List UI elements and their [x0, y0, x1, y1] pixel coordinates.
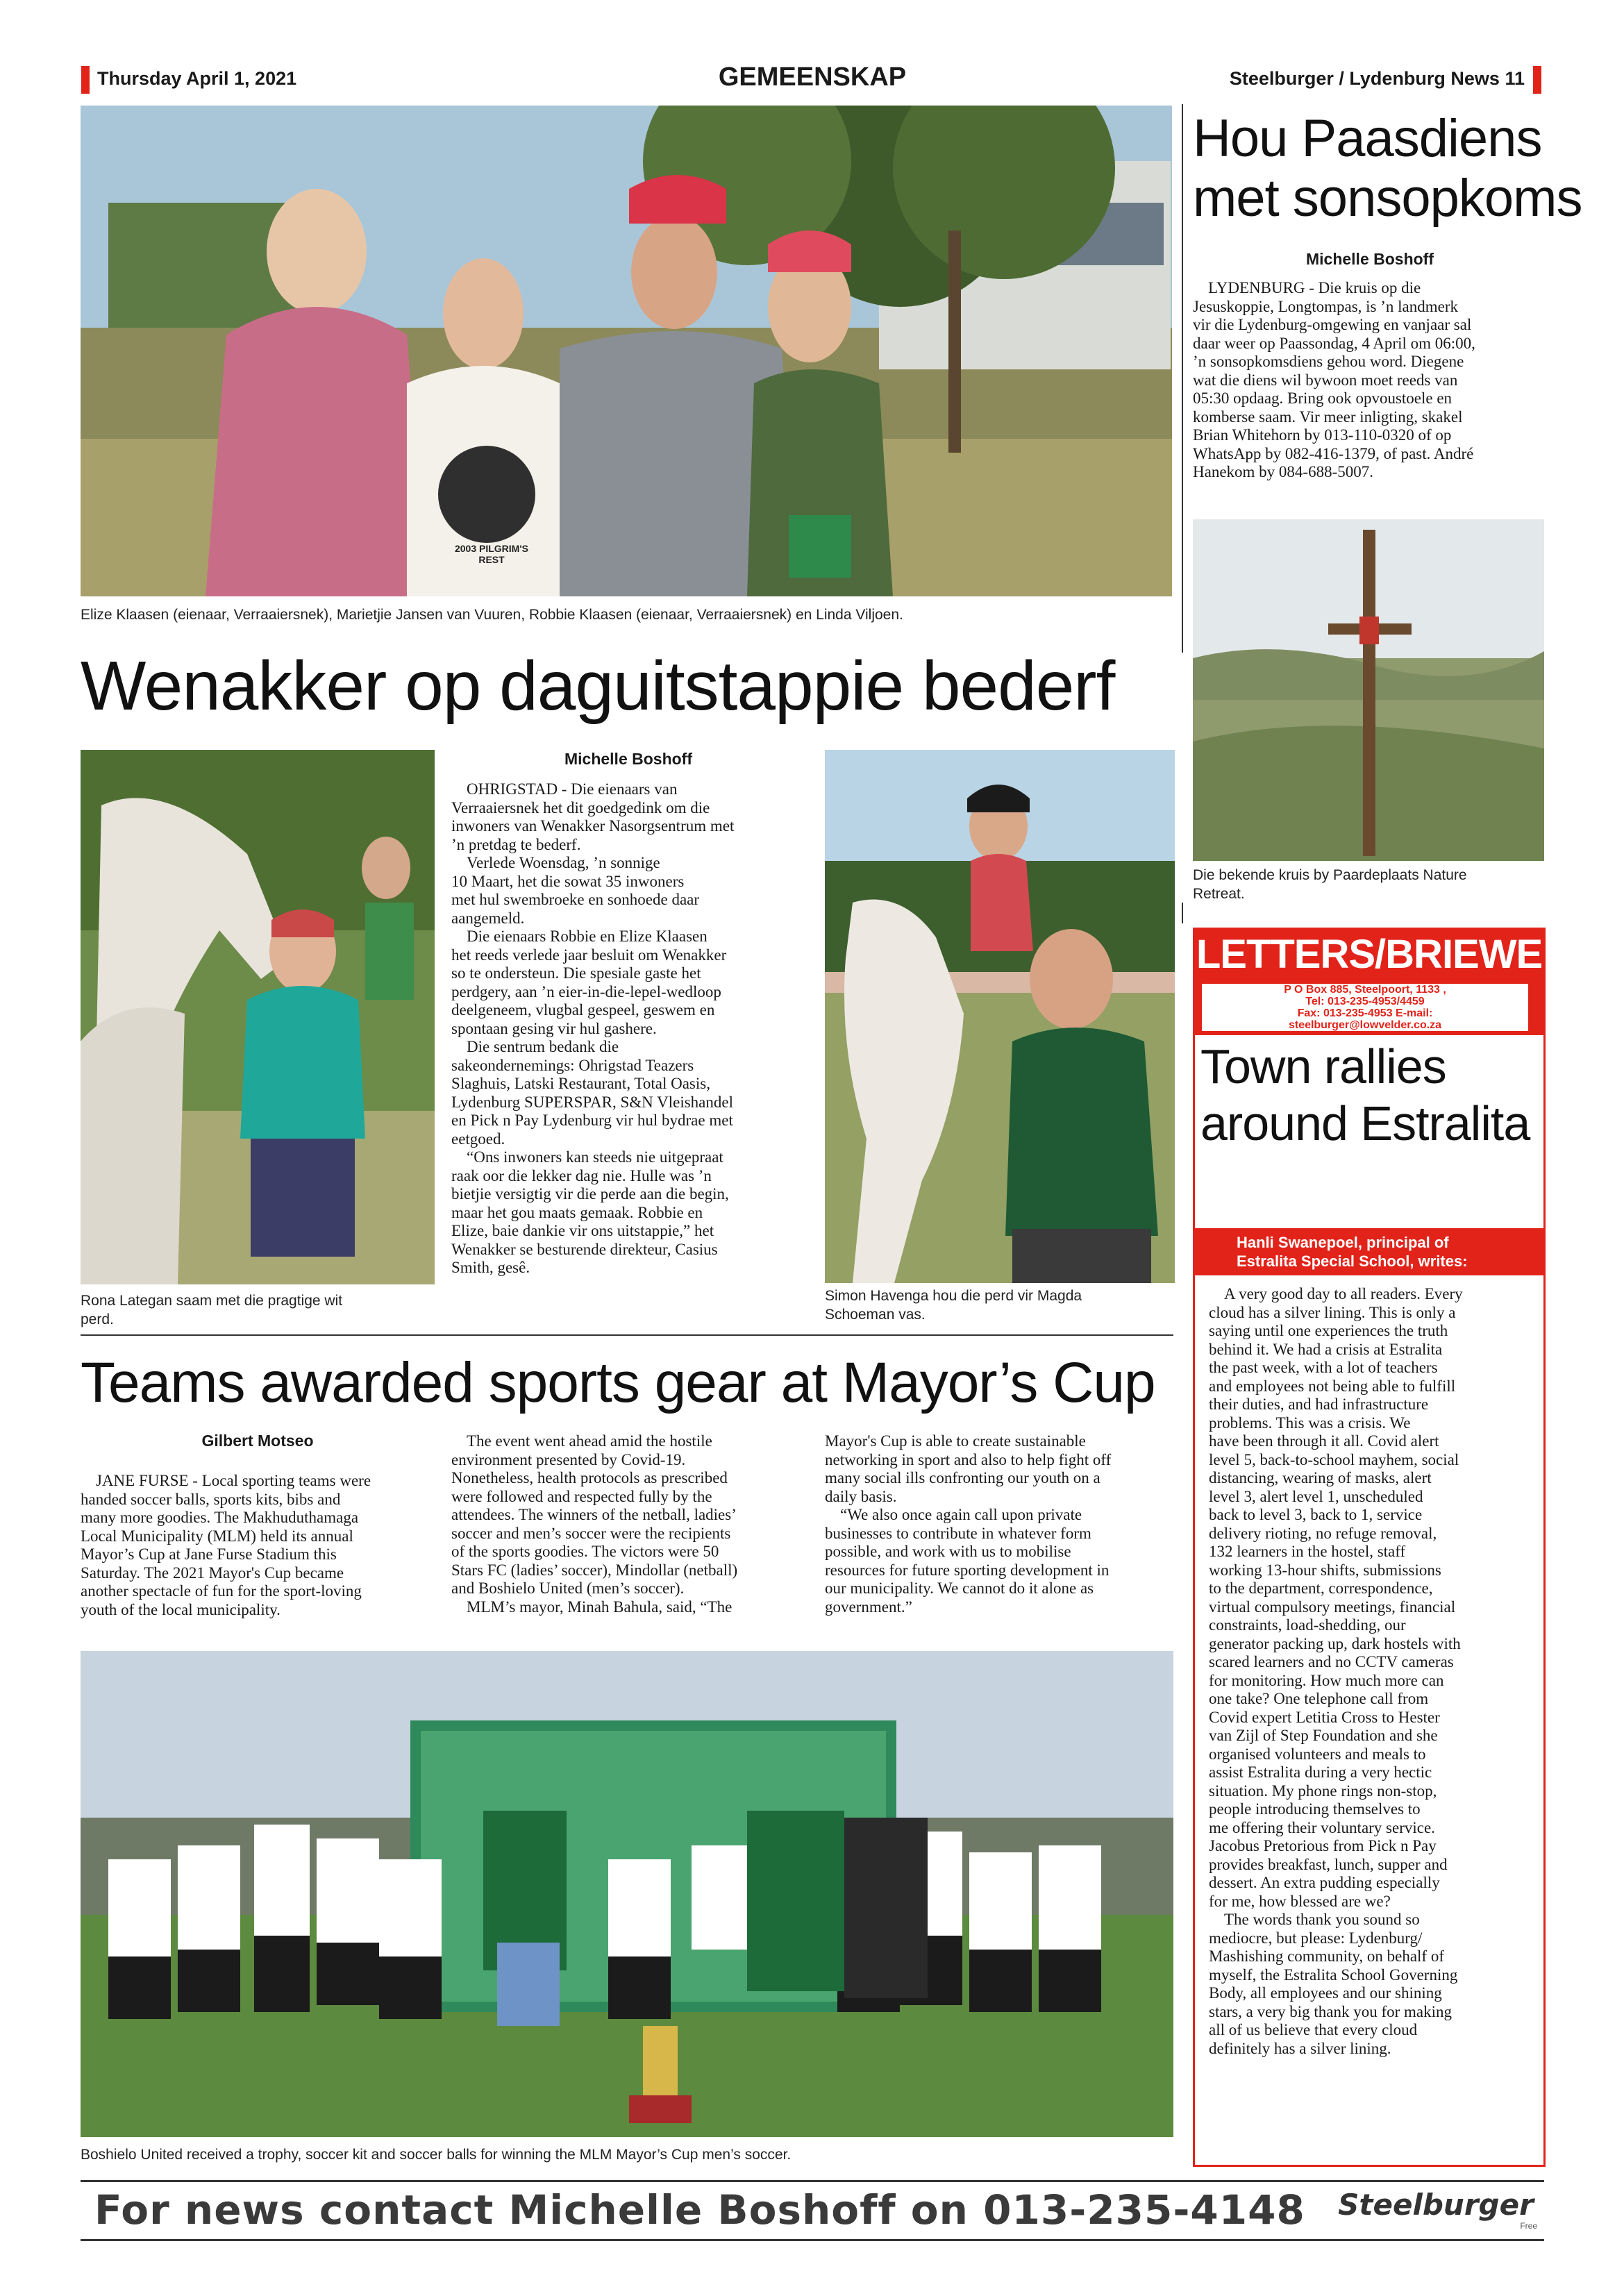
- section-title: GEMEENSKAP: [718, 62, 907, 92]
- text-line: van Zijl of Step Foundation and she: [1209, 1727, 1438, 1744]
- text-line: ’n pretdag te bederf.: [451, 835, 581, 853]
- text-line: assist Estralita during a very hectic: [1209, 1763, 1432, 1781]
- contact-line: Fax: 013-235-4953 E-mail:: [1297, 1007, 1433, 1019]
- easter-article-body: [1193, 279, 1547, 482]
- text-line: possible, and work with us to mobilise: [825, 1543, 1071, 1560]
- text-line: Nonetheless, health protocols as prescribed: [451, 1469, 728, 1486]
- text-line: Jesuskoppie, Longtompas, is ’n landmerk: [1193, 297, 1459, 315]
- letter-byline-2: Estralita Special School, writes:: [1237, 1252, 1468, 1270]
- team-photo-caption: Boshielo United received a trophy, soccer kit and soccer balls for winning the MLM Mayor’s Cup men’s soccer.: [81, 2147, 792, 2163]
- mayors-cup-byline: Gilbert Motseo: [201, 1432, 314, 1450]
- text-line: Mashishing community, on behalf of: [1209, 1947, 1444, 1965]
- horse-photo-right: [825, 750, 1175, 1283]
- text-line: Local Municipality (MLM) held its annual: [81, 1527, 353, 1545]
- text-line: the past week, with a lot of teachers: [1209, 1359, 1438, 1376]
- text-line: Slaghuis, Latski Restaurant, Total Oasis,: [451, 1075, 710, 1092]
- logo-wordmark: Steelburger: [1338, 2188, 1534, 2222]
- logo-subline: Free: [1520, 2221, 1537, 2231]
- text-line: raak oor die lekker dag nie. Hulle was ’n: [451, 1166, 712, 1184]
- text-line: inwoners van Wenakker Nasorgsentrum met: [451, 817, 735, 835]
- letter-headline-2: around Estralita: [1200, 1096, 1530, 1150]
- text-line: delivery rioting, no refuge removal,: [1209, 1524, 1437, 1542]
- wenakker-headline: Wenakker op daguitstappie bederf: [81, 647, 1115, 725]
- text-line: wat die diens wil bywoon moet reeds van: [1193, 371, 1458, 389]
- text-line: Saturday. The 2021 Mayor's Cup became: [81, 1564, 344, 1582]
- cross-caption-1: Die bekende kruis by Paardeplaats Nature: [1193, 867, 1467, 883]
- footer-bar: [81, 2180, 1544, 2241]
- horse-caption-left-2: perd.: [81, 1312, 114, 1327]
- text-line: and Boshielo United (men’s soccer).: [451, 1579, 685, 1597]
- text-line: Covid expert Letitia Cross to Hester: [1209, 1708, 1440, 1726]
- text-line: attendees. The winners of the netball, ladies’: [451, 1506, 737, 1523]
- text-line: Brian Whitehorn by 013-110-0320 of op: [1193, 426, 1452, 444]
- horse-photo-left: [81, 750, 435, 1284]
- text-line: JANE FURSE - Local sporting teams were: [96, 1472, 371, 1489]
- text-line: A very good day to all readers. Every: [1224, 1285, 1463, 1302]
- easter-headline-1: Hou Paasdiens: [1193, 109, 1542, 168]
- text-line: Die sentrum bedank die: [467, 1038, 619, 1055]
- text-line: many more goodies. The Makhuduthamaga: [81, 1509, 359, 1526]
- text-line: Verraaiersnek het dit goedgedink om die: [451, 798, 710, 816]
- letter-body: [1209, 1285, 1535, 2058]
- horse-caption-right-1: Simon Havenga hou die perd vir Magda: [825, 1288, 1082, 1304]
- text-line: en Pick n Pay Lydenburg vir hul bydrae met: [451, 1112, 733, 1129]
- mayors-cup-col-3: [825, 1432, 1179, 1616]
- text-line: handed soccer balls, sports kits, bibs and: [81, 1490, 341, 1508]
- mayors-cup-headline: Teams awarded sports gear at Mayor’s Cup: [81, 1351, 1155, 1414]
- text-line: aangemeld.: [451, 909, 525, 927]
- text-line: problems. This was a crisis. We: [1209, 1414, 1411, 1432]
- text-line: spontaan gesing vir hul gashere.: [451, 1019, 657, 1037]
- text-line: for me, how blessed are we?: [1209, 1892, 1391, 1910]
- text-line: The event went ahead amid the hostile: [467, 1432, 712, 1450]
- text-line: businesses to contribute in whatever form: [825, 1524, 1091, 1542]
- text-line: our municipality. We cannot do it alone as: [825, 1579, 1094, 1597]
- shirt-print: 2003 PILGRIM'S REST: [454, 543, 529, 565]
- text-line: constraints, load-shedding, our: [1209, 1616, 1406, 1634]
- text-line: Mayor’s Cup at Jane Furse Stadium this: [81, 1545, 337, 1563]
- text-line: ’n sonsopkomsdiens gehou word. Diegene: [1193, 353, 1464, 370]
- text-line: “We also once again call upon private: [840, 1506, 1082, 1523]
- horse-caption-right-2: Schoeman vas.: [825, 1307, 926, 1323]
- text-line: Jacobus Pretorious from Pick n Pay: [1209, 1837, 1437, 1854]
- text-line: cloud has a silver lining. This is only a: [1209, 1303, 1456, 1321]
- text-line: daar weer op Paassondag, 4 April om 06:00,: [1193, 334, 1475, 352]
- text-line: provides breakfast, lunch, supper and: [1209, 1855, 1448, 1873]
- text-line: WhatsApp by 082-416-1379, of past. André: [1193, 444, 1474, 462]
- text-line: situation. My phone rings non-stop,: [1209, 1782, 1437, 1800]
- text-line: MLM’s mayor, Minah Bahula, said, “The: [467, 1598, 733, 1616]
- letters-box: [1193, 928, 1546, 2167]
- text-line: generator packing up, dark hostels with: [1209, 1634, 1461, 1652]
- letter-byline-1: Hanli Swanepoel, principal of: [1237, 1234, 1449, 1251]
- text-line: one take? One telephone call from: [1209, 1690, 1429, 1707]
- cross-photo: [1193, 519, 1544, 861]
- column-divider: [1182, 104, 1183, 653]
- text-line: het reeds verlede jaar besluit om Wenakker: [451, 946, 727, 964]
- contact-email[interactable]: steelburger@lowvelder.co.za: [1288, 1019, 1442, 1031]
- text-line: bietjie versigtig vir die perde aan die begin,: [451, 1185, 729, 1203]
- text-line: youth of the local municipality.: [81, 1600, 281, 1618]
- contact-line: P O Box 885, Steelpoort, 1133 ,: [1284, 984, 1446, 996]
- text-line: mediocre, but please: Lydenburg/: [1209, 1929, 1423, 1947]
- text-line: to the department, correspondence,: [1209, 1579, 1433, 1597]
- header-left-marker: [81, 66, 90, 94]
- contact-line: Tel: 013-235-4953/4459: [1305, 996, 1425, 1007]
- letters-contact-band: [1195, 980, 1543, 1035]
- letters-contact: [1202, 984, 1528, 1031]
- text-line: people introducing themselves to: [1209, 1800, 1421, 1818]
- text-line: their duties, and had infrastructure: [1209, 1396, 1429, 1413]
- text-line: all of us believe that every cloud: [1209, 2021, 1418, 2038]
- text-line: networking in sport and also to help fight off: [825, 1450, 1112, 1468]
- text-line: OHRIGSTAD - Die eienaars van: [467, 780, 678, 798]
- text-line: level 5, back-to-school mayhem, social: [1209, 1450, 1459, 1468]
- team-photo-boshielo-united: [81, 1651, 1173, 2137]
- column-divider-lower: [1182, 903, 1183, 923]
- text-line: and employees not being able to fulfill: [1209, 1377, 1456, 1395]
- mayors-cup-col-1: [81, 1472, 442, 1619]
- mayors-cup-col-2: [451, 1432, 812, 1616]
- letters-title: LETTERS/BRIEWE: [1195, 930, 1543, 980]
- text-line: LYDENBURG - Die kruis op die: [1208, 279, 1421, 296]
- cross-caption-2: Retreat.: [1193, 886, 1245, 902]
- text-line: daily basis.: [825, 1487, 897, 1505]
- text-line: many social ills confronting our youth on a: [825, 1469, 1100, 1486]
- text-line: working 13-hour shifts, submissions: [1209, 1561, 1441, 1579]
- issue-date: Thursday April 1, 2021: [97, 68, 297, 89]
- text-line: perdgery, aan ’n eier-in-die-lepel-wedloop: [451, 982, 721, 1000]
- text-line: another spectacle of fun for the sport-loving: [81, 1582, 362, 1600]
- letter-byline: [1195, 1228, 1543, 1275]
- text-line: Lydenburg SUPERSPAR, S&N Vleishandel: [451, 1093, 733, 1111]
- text-line: for monitoring. How much more can: [1209, 1671, 1444, 1689]
- text-line: distancing, wearing of masks, alert: [1209, 1469, 1432, 1486]
- paper-page-label: Steelburger / Lydenburg News 11: [1229, 68, 1525, 89]
- text-line: Wenakker se besturende direkteur, Casius: [451, 1240, 718, 1258]
- wenakker-article-body: [451, 780, 805, 1277]
- text-line: of the sports goodies. The victors were 50: [451, 1543, 719, 1560]
- text-line: level 3, alert level 1, unscheduled: [1209, 1487, 1423, 1505]
- text-line: environment presented by Covid-19.: [451, 1450, 686, 1468]
- text-line: resources for future sporting development in: [825, 1561, 1110, 1579]
- text-line: virtual compulsory meetings, financial: [1209, 1598, 1456, 1616]
- steelburger-logo: [1332, 2188, 1540, 2232]
- text-line: so te ondersteun. Die spesiale gaste het: [451, 964, 701, 982]
- text-line: Stars FC (ladies’ soccer), Mindollar (netball): [451, 1561, 738, 1579]
- text-line: back to level 3, back to 1, service: [1209, 1506, 1423, 1523]
- letter-headline-1: Town rallies: [1200, 1039, 1446, 1093]
- header-right-marker: [1533, 66, 1541, 94]
- text-line: government.”: [825, 1598, 912, 1616]
- text-line: were followed and respected fully by the: [451, 1487, 712, 1505]
- text-line: scared learners and no CCTV cameras: [1209, 1653, 1454, 1670]
- text-line: “Ons inwoners kan steeds nie uitgepraat: [467, 1148, 723, 1166]
- text-line: deelgeneem, vlugbal gespeel, geswem en: [451, 1001, 715, 1019]
- text-line: sakeondernemings: Ohrigstad Teazers: [451, 1056, 694, 1074]
- text-line: Mayor's Cup is able to create sustainable: [825, 1432, 1086, 1450]
- text-line: 132 learners in the hostel, staff: [1209, 1543, 1406, 1560]
- wenakker-byline: Michelle Boshoff: [564, 750, 692, 768]
- text-line: Elize, baie dankie vir ons uitstappie,” het: [451, 1222, 714, 1239]
- text-line: stars, a very big thank you for making: [1209, 2002, 1453, 2020]
- text-line: Hanekom by 084-688-5007.: [1193, 463, 1373, 480]
- section-divider: [81, 1334, 1173, 1336]
- easter-byline: Michelle Boshoff: [1305, 250, 1434, 268]
- horse-caption-left-1: Rona Lategan saam met die pragtige wit: [81, 1293, 343, 1309]
- text-line: saying until one experiences the truth: [1209, 1322, 1448, 1339]
- text-line: dessert. An extra pudding especially: [1209, 1874, 1440, 1891]
- text-line: organised volunteers and meals to: [1209, 1745, 1426, 1763]
- text-line: met hul swembroeke en sonhoede daar: [451, 891, 700, 908]
- text-line: maar het gou maats gemaak. Robbie en: [451, 1203, 703, 1221]
- text-line: vir die Lydenburg-omgewing en vanjaar sal: [1193, 316, 1472, 333]
- text-line: definitely has a silver lining.: [1209, 2039, 1391, 2057]
- text-line: Smith, gesê.: [451, 1259, 530, 1276]
- text-line: myself, the Estralita School Governing: [1209, 1966, 1458, 1984]
- top-photo-caption: Elize Klaasen (eienaar, Verraaiersnek), Marietjie Jansen van Vuuren, Robbie Klaasen (eienaar, Verraaiersnek) en Linda Viljoen.: [81, 607, 903, 623]
- text-line: Die eienaars Robbie en Elize Klaasen: [467, 928, 708, 945]
- text-line: behind it. We had a crisis at Estralita: [1209, 1340, 1443, 1358]
- easter-headline-2: met sonsopkoms: [1193, 169, 1582, 228]
- text-line: komberse saam. Vir meer inligting, skakel: [1193, 408, 1463, 426]
- text-line: eetgoed.: [451, 1130, 505, 1148]
- text-line: have been through it all. Covid alert: [1209, 1432, 1439, 1450]
- text-line: 05:30 opdaag. Bring ook opvoustoele en: [1193, 389, 1453, 407]
- text-line: me offering their voluntary service.: [1209, 1818, 1435, 1836]
- text-line: Verlede Woensdag, ’n sonnige: [467, 854, 660, 871]
- footer-contact: For news contact Michelle Boshoff on 013-235-4148: [94, 2186, 1305, 2234]
- text-line: The words thank you sound so: [1224, 1911, 1420, 1928]
- text-line: 10 Maart, het die sowat 35 inwoners: [451, 872, 685, 890]
- group-photo-verraaiersnek: [81, 106, 1172, 596]
- text-line: Body, all employees and our shining: [1209, 1984, 1442, 2002]
- text-line: soccer and men’s soccer were the recipients: [451, 1524, 731, 1542]
